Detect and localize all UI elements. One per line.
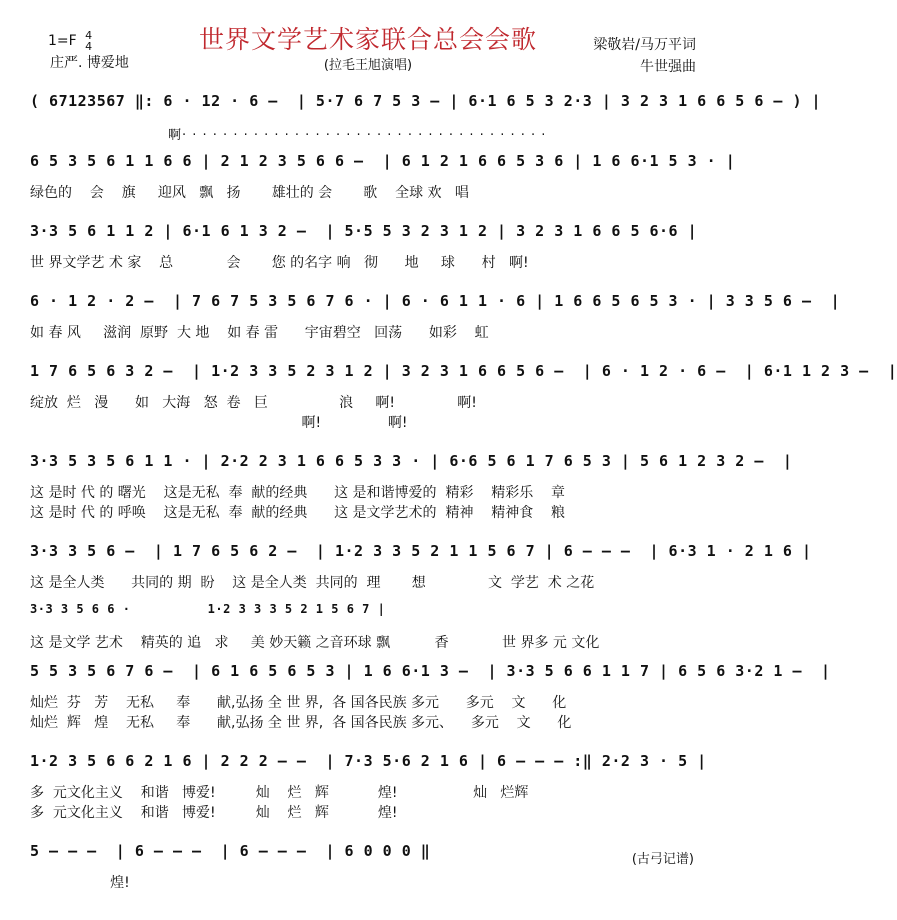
lyric-line: 绿色的 会 旗 迎风 飘 扬 雄壮的 会 歌 全球 欢 唱 [30,185,469,201]
time-bottom: 4 [85,40,93,53]
notation-row: 5 – – – | 6 – – – | 6 – – – | 6 0 0 0 ‖ [30,842,431,860]
notation-row: 5 5 3 5 6 7 6 – | 6 1 6 5 6 5 3 | 1 6 6·1 3 – | 3·3 5 6 6 1 1 7 | 6 5 6 3·2 1 – | [30,662,831,680]
key-label: 1=F [48,33,77,49]
lyricist: 梁敬岩/马万平词 [593,37,696,53]
time-top: 4 [85,29,93,42]
lyric-line: 这 是时 代 的 呼唤 这是无私 奉 献的经典 这 是文学艺术的 精神 精神食 粮 [30,505,566,521]
lyric-line: 啊! 啊! [30,415,408,431]
notation-row: 1·2 3 5 6 6 2 1 6 | 2 2 2 – – | 7·3 5·6 2 1 6 | 6 – – – :‖ 2·2 3 · 5 | [30,752,707,770]
lyric-line: 多 元文化主义 和谐 博爱! 灿 烂 辉 煌! [30,805,398,821]
transcriber-credit: (古弓记谱) [631,852,694,867]
key-signature [48,30,92,52]
lyric-line: 多 元文化主义 和谐 博爱! 灿 烂 辉 煌! 灿 烂辉 [30,785,529,801]
lyric-line: 世 界文学艺 术 家 总 会 您 的名字 响 彻 地 球 村 啊! [30,255,529,271]
lyric-line: 煌! [30,875,130,891]
lyric-line: 这 是全人类 共同的 期 盼 这 是全人类 共同的 理 想 文 学艺 术 之花 [30,575,595,591]
composer: 牛世强曲 [640,59,696,75]
notation-row: 3·3 5 3 5 6 1 1 · | 2·2 2 3 1 6 6 5 3 3 · | 6·6 5 6 1 7 6 5 3 | 5 6 1 2 3 2 – | [30,452,793,470]
lyric-line: 绽放 烂 漫 如 大海 怒 卷 巨 浪 啊! 啊! [30,395,477,411]
intro-notes: ( 67123567 ‖: 6 · 12 · 6 – | 5·7 6 7 5 3 – | 6·1 6 5 3 2·3 | 3 2 3 1 6 6 5 6 – ) | [30,92,822,110]
lyric-line: 这 是时 代 的 曙光 这是无私 奉 献的经典 这 是和谐博爱的 精彩 精彩乐 章 [30,485,566,501]
intro-ah: 啊· · · · · · · · · · · · · · · · · · · · · · · · · · · · · · · · · · · · [168,128,547,143]
song-title: 世界文学艺术家联合总会会歌 [198,25,537,54]
notation-row: 3·3 3 5 6 – | 1 7 6 5 6 2 – | 1·2 3 3 5 2 1 1 5 6 7 | 6 – – – | 6·3 1 · 2 1 6 | [30,542,812,560]
performer-subtitle: (拉毛王旭演唱) [323,58,413,73]
notation-row: 3·3 3 5 6 6 · 1·2 3 3 3 5 2 1 5 6 7 | [30,602,386,616]
notation-row: 1 7 6 5 6 3 2 – | 1·2 3 3 5 2 3 1 2 | 3 2 3 1 6 6 5 6 – | 6 · 1 2 · 6 – | 6·1 1 2 3 – | [30,362,897,380]
notation-row: 6 · 1 2 · 2 – | 7 6 7 5 3 5 6 7 6 · | 6 · 6 1 1 · 6 | 1 6 6 5 6 5 3 · | 3 3 5 6 – | [30,292,841,310]
tempo-marking: 庄严. 博爱地 [50,55,129,71]
notation-row: 3·3 5 6 1 1 2 | 6·1 6 1 3 2 – | 5·5 5 3 2 3 1 2 | 3 2 3 1 6 6 5 6·6 | [30,222,698,240]
notation-row: 6 5 3 5 6 1 1 6 6 | 2 1 2 3 5 6 6 – | 6 1 2 1 6 6 5 3 6 | 1 6 6·1 5 3 · | [30,152,736,170]
time-signature [85,30,92,52]
lyric-line: 灿烂 芬 芳 无私 奉 献,弘扬 全 世 界, 各 国各民族 多元 多元 文 化 [30,695,567,711]
lyric-line: 灿烂 辉 煌 无私 奉 献,弘扬 全 世 界, 各 国各民族 多元、 多元 文 化 [30,715,572,731]
lyric-line: 如 春 风 滋润 原野 大 地 如 春 雷 宇宙碧空 回荡 如彩 虹 [30,325,489,341]
lyric-line: 这 是文学 艺术 精英的 追 求 美 妙天籁 之音环球 飘 香 世 界多 元 文化 [30,635,600,651]
